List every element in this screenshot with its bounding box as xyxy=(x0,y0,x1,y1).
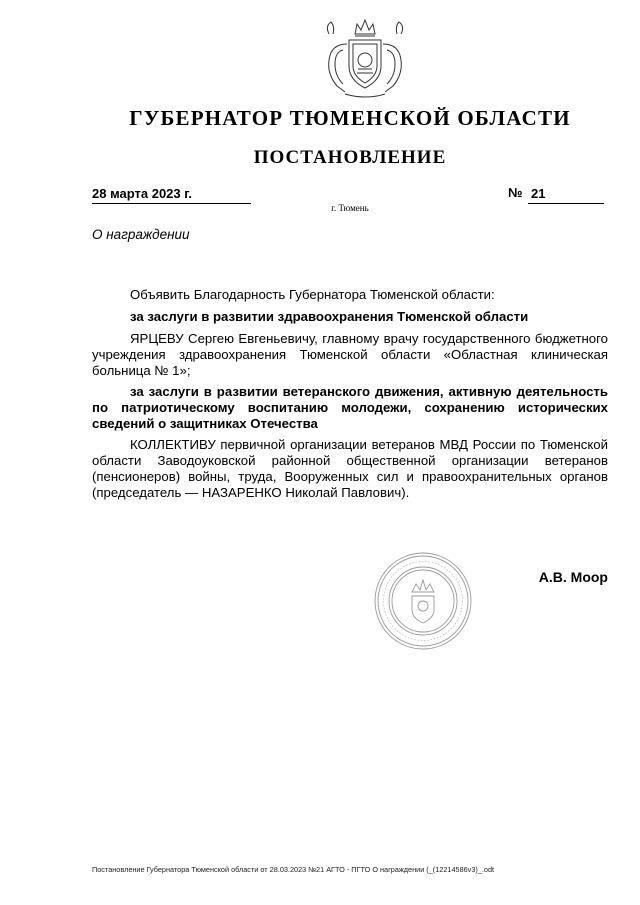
signature-name: А.В. Моор xyxy=(538,569,608,585)
official-seal-icon xyxy=(372,550,474,652)
reason-paragraph-2: за заслуги в развитии ветеранского движения, активную деятельность по патриотическому воспитанию молодежи, сохранению исторических сведений о защитниках Отечества xyxy=(92,384,608,431)
document-subject: О награждении xyxy=(92,227,190,242)
issuer-title: ГУБЕРНАТОР ТЮМЕНСКОЙ ОБЛАСТИ xyxy=(129,106,571,130)
document-date: 28 марта 2023 г. xyxy=(92,186,192,201)
intro-paragraph: Объявить Благодарность Губернатора Тюменской области: xyxy=(130,287,495,302)
award-paragraph-2: КОЛЛЕКТИВУ первичной организации ветеранов МВД России по Тюменской области Заводоуковской районной общественной организации ветеранов (пенсионеров) войны, труда, Вооруженных сил и правоохранительных органов (председатель — НАЗАРЕНКО Николай Павлович). xyxy=(92,437,608,500)
coat-of-arms-icon xyxy=(317,14,413,102)
number-line xyxy=(528,185,604,204)
date-line xyxy=(92,185,251,204)
document-type: ПОСТАНОВЛЕНИЕ xyxy=(253,147,447,168)
award-paragraph-1: ЯРЦЕВУ Сергею Евгеньевичу, главному врачу государственного бюджетного учреждения здравоохранения Тюменской области «Областная клиническая больница № 1»; xyxy=(92,331,608,378)
footer-filename: Постановление Губернатора Тюменской области от 28.03.2023 №21 АГТО - ПГТО О награждении (_(12214586v3)_.odt xyxy=(92,865,495,874)
issuing-city: г. Тюмень xyxy=(331,203,369,213)
reason-paragraph-1: за заслуги в развитии здравоохранения Тюменской области xyxy=(130,309,529,324)
document-number: 21 xyxy=(531,186,546,201)
number-label: № xyxy=(508,185,523,200)
